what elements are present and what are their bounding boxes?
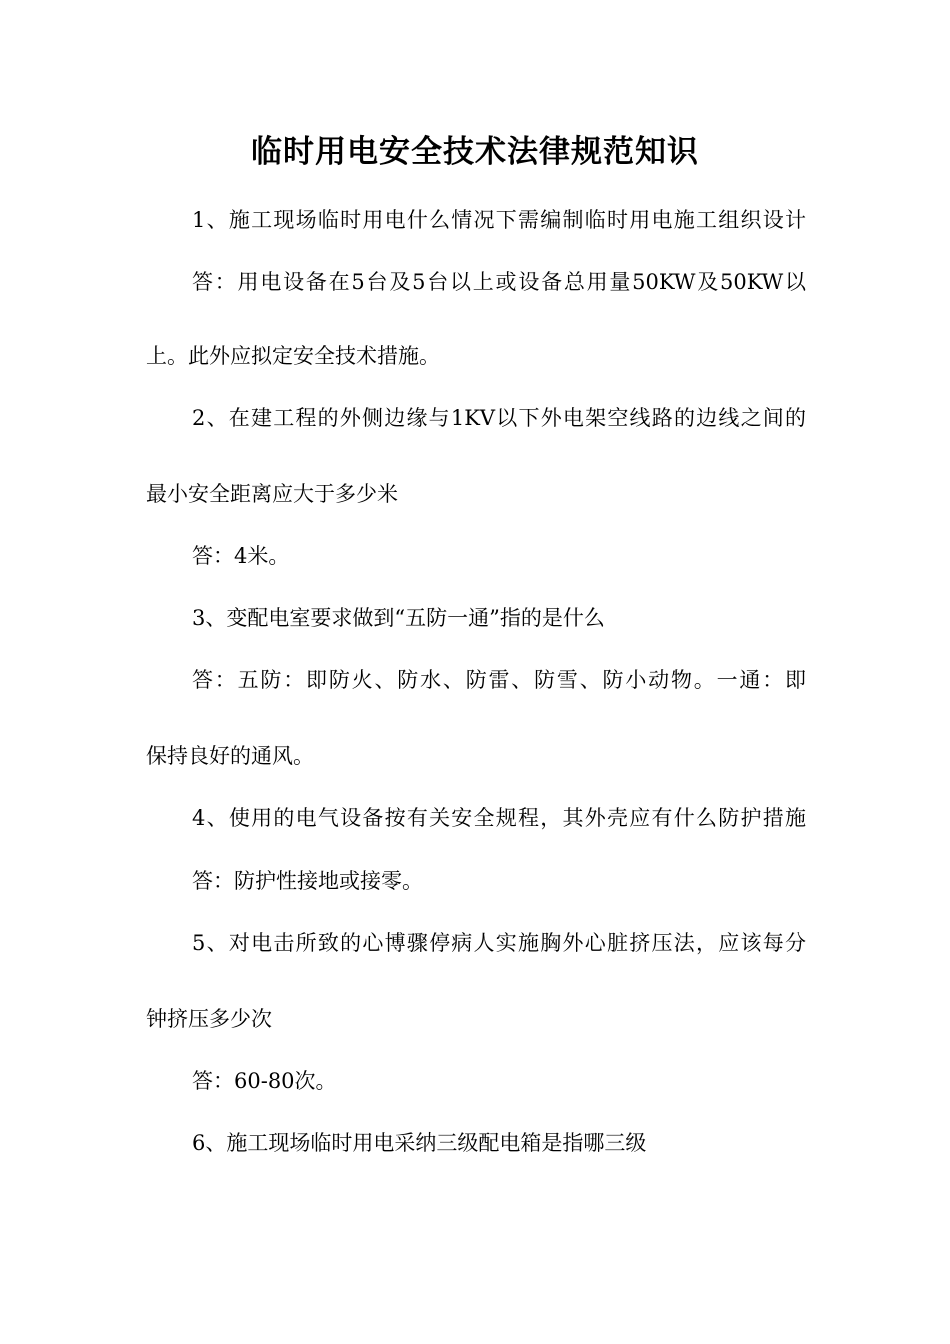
answer-2: 答：4米。 bbox=[192, 544, 290, 568]
question-4: 4、使用的电气设备按有关安全规程，其外壳应有什么防护措施 bbox=[192, 806, 806, 830]
question-1: 1、施工现场临时用电什么情况下需编制临时用电施工组织设计 bbox=[192, 208, 806, 232]
question-5-continued: 钟挤压多少次 bbox=[146, 1007, 272, 1031]
question-6: 6、施工现场临时用电采纳三级配电箱是指哪三级 bbox=[192, 1131, 647, 1155]
answer-3-continued: 保持良好的通风。 bbox=[146, 744, 314, 768]
question-5: 5、对电击所致的心博骤停病人实施胸外心脏挤压法，应该每分 bbox=[192, 931, 806, 955]
document-title: 临时用电安全技术法律规范知识 bbox=[251, 134, 699, 170]
answer-1: 答：用电设备在5台及5台以上或设备总用量50KW及50KW以 bbox=[192, 270, 806, 294]
question-2-continued: 最小安全距离应大于多少米 bbox=[146, 482, 398, 506]
question-2: 2、在建工程的外侧边缘与1KV以下外电架空线路的边线之间的 bbox=[192, 406, 806, 430]
answer-4: 答：防护性接地或接零。 bbox=[192, 869, 423, 893]
answer-1-continued: 上。此外应拟定安全技术措施。 bbox=[146, 344, 440, 368]
answer-5: 答：60-80次。 bbox=[192, 1069, 337, 1093]
answer-3: 答：五防：即防火、防水、防雷、防雪、防小动物。一通：即 bbox=[192, 668, 806, 692]
question-3: 3、变配电室要求做到“五防一通”指的是什么 bbox=[192, 606, 605, 630]
